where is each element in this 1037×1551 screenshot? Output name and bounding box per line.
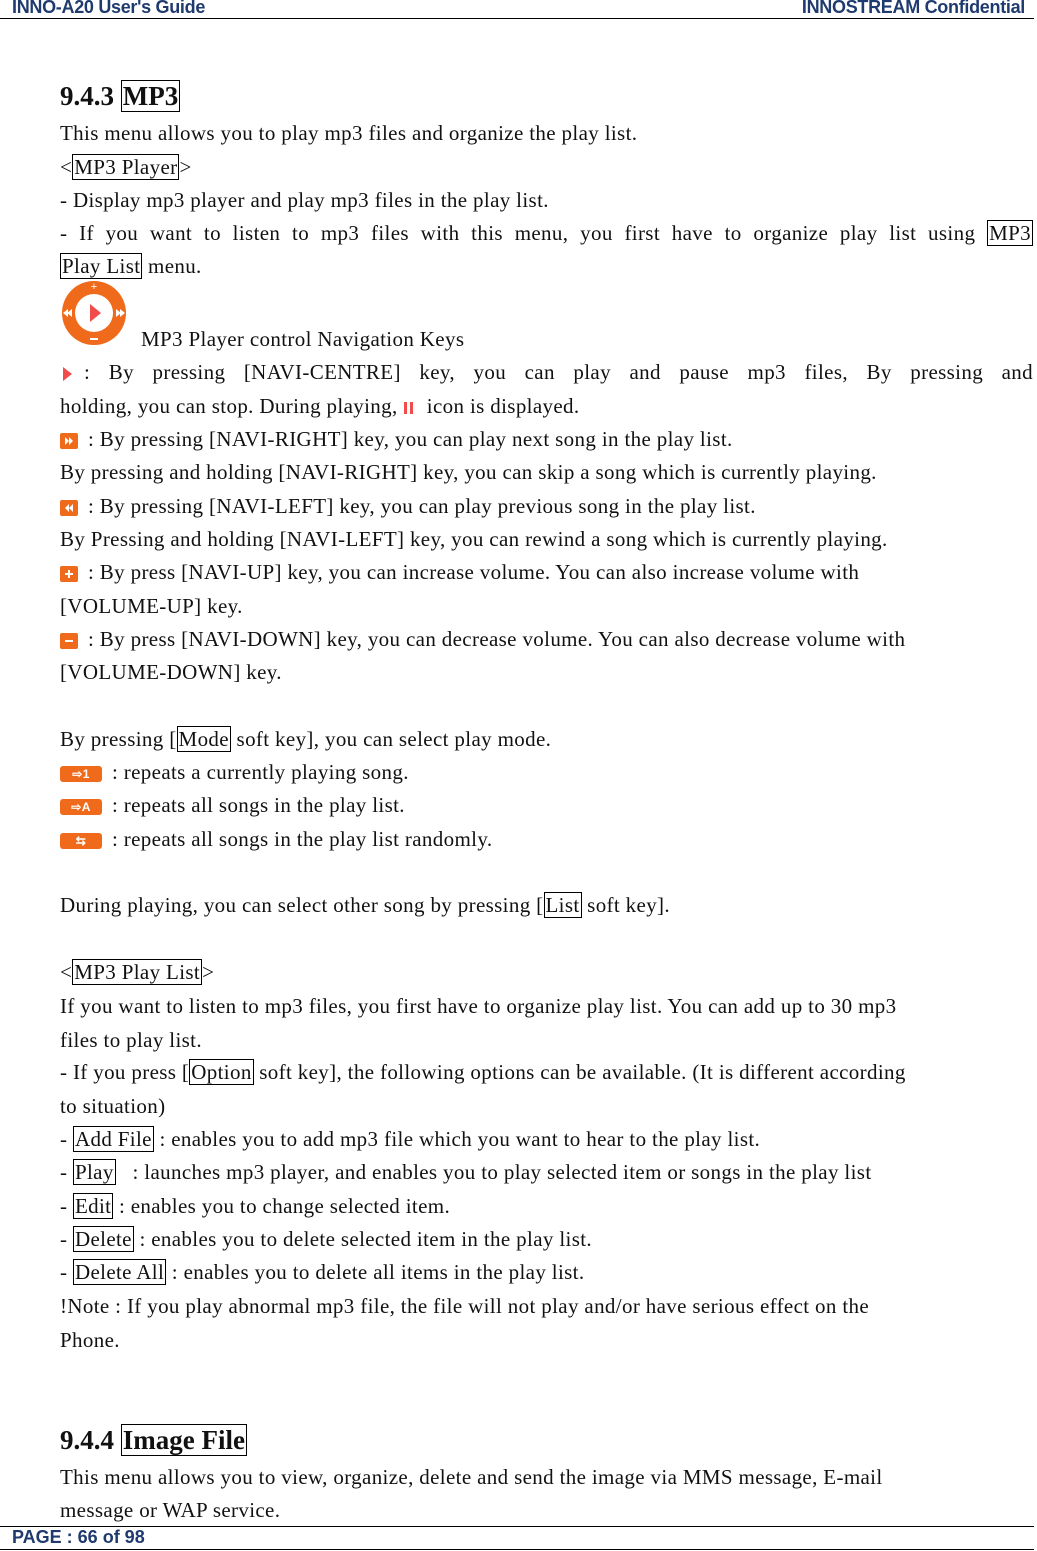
page-number: PAGE : 66 of 98 (12, 1527, 145, 1547)
svg-text:+: + (90, 281, 98, 293)
navigation-keys-icon (60, 280, 128, 346)
paragraph: : By press [NAVI-UP] key, you can increase volume. You can also increase volume with (60, 559, 1033, 585)
paragraph: By pressing [Mode soft key], you can select play mode. (60, 727, 552, 751)
paragraph: ⇆ : repeats all songs in the play list randomly. (60, 826, 1033, 852)
caption: MP3 Player control Navigation Keys (141, 327, 465, 351)
header-rule (0, 18, 1034, 19)
option-item: - Play : launches mp3 player, and enables you to play selected item or songs in the play list (60, 1160, 872, 1184)
footer-rule (0, 1526, 1034, 1527)
footer-bottom-rule (0, 1549, 1034, 1550)
volume-up-icon (60, 566, 78, 582)
note: Phone. (60, 1328, 120, 1352)
paragraph: [VOLUME-DOWN] key. (60, 660, 282, 684)
paragraph: [VOLUME-UP] key. (60, 594, 243, 618)
header-title: INNO-A20 User's Guide (12, 0, 206, 17)
paragraph: - If you press [Option soft key], the following options can be available. (It is different according (60, 1060, 906, 1084)
rewind-icon (60, 500, 78, 516)
volume-down-icon (60, 633, 78, 649)
paragraph: By pressing and holding [NAVI-RIGHT] key, you can skip a song which is currently playing. (60, 460, 877, 484)
play-icon (60, 366, 74, 382)
paragraph: During playing, you can select other song by pressing [List soft key]. (60, 893, 670, 917)
option-item: - Delete All : enables you to delete all items in the play list. (60, 1260, 585, 1284)
repeat-all-icon: ⇨A (60, 799, 102, 815)
paragraph: If you want to listen to mp3 files, you first have to organize play list. You can add up to 30 mp3 (60, 994, 897, 1018)
paragraph: ⇨A : repeats all songs in the play list. (60, 792, 1033, 818)
header-confidential: INNOSTREAM Confidential (801, 0, 1025, 17)
section-heading-image-file: 9.4.4 Image File (60, 1425, 245, 1455)
option-item: - Add File : enables you to add mp3 file which you want to hear to the play list. (60, 1127, 761, 1151)
paragraph: By Pressing and holding [NAVI-LEFT] key, you can rewind a song which is currently playing. (60, 527, 888, 551)
paragraph: This menu allows you to play mp3 files and organize the play list. (60, 121, 638, 145)
paragraph: : By pressing [NAVI-LEFT] key, you can play previous song in the play list. (60, 493, 1033, 519)
paragraph: ⇨1 : repeats a currently playing song. (60, 759, 1033, 785)
paragraph: - If you want to listen to mp3 files with this menu, you first have to organize play list using MP3 (60, 221, 1031, 245)
repeat-one-icon: ⇨1 (60, 766, 102, 782)
paragraph: : By press [NAVI-DOWN] key, you can decrease volume. You can also decrease volume with (60, 626, 1033, 652)
paragraph: holding, you can stop. During playing, icon is displayed. (60, 394, 580, 418)
subheading-mp3-player: <MP3 Player> (60, 155, 192, 179)
section-heading-mp3: 9.4.3 MP3 (60, 81, 179, 111)
option-item: - Delete : enables you to delete selected item in the play list. (60, 1227, 592, 1251)
fast-forward-icon (60, 433, 78, 449)
paragraph: This menu allows you to view, organize, delete and send the image via MMS message, E-mail (60, 1465, 883, 1489)
note: !Note : If you play abnormal mp3 file, the file will not play and/or have serious effect on the (60, 1294, 870, 1318)
paragraph: : By pressing [NAVI-RIGHT] key, you can play next song in the play list. (60, 426, 1033, 452)
shuffle-icon: ⇆ (60, 833, 102, 849)
paragraph: - Display mp3 player and play mp3 files in the play list. (60, 188, 549, 212)
subheading-mp3-play-list: <MP3 Play List> (60, 960, 215, 984)
paragraph: : By pressing [NAVI-CENTRE] key, you can play and pause mp3 files, By pressing and (60, 359, 1033, 385)
option-item: - Edit : enables you to change selected item. (60, 1194, 451, 1218)
paragraph: files to play list. (60, 1028, 202, 1052)
paragraph: to situation) (60, 1094, 166, 1118)
paragraph: message or WAP service. (60, 1498, 281, 1522)
paragraph: Play List menu. (62, 254, 202, 278)
pause-icon (403, 401, 415, 415)
